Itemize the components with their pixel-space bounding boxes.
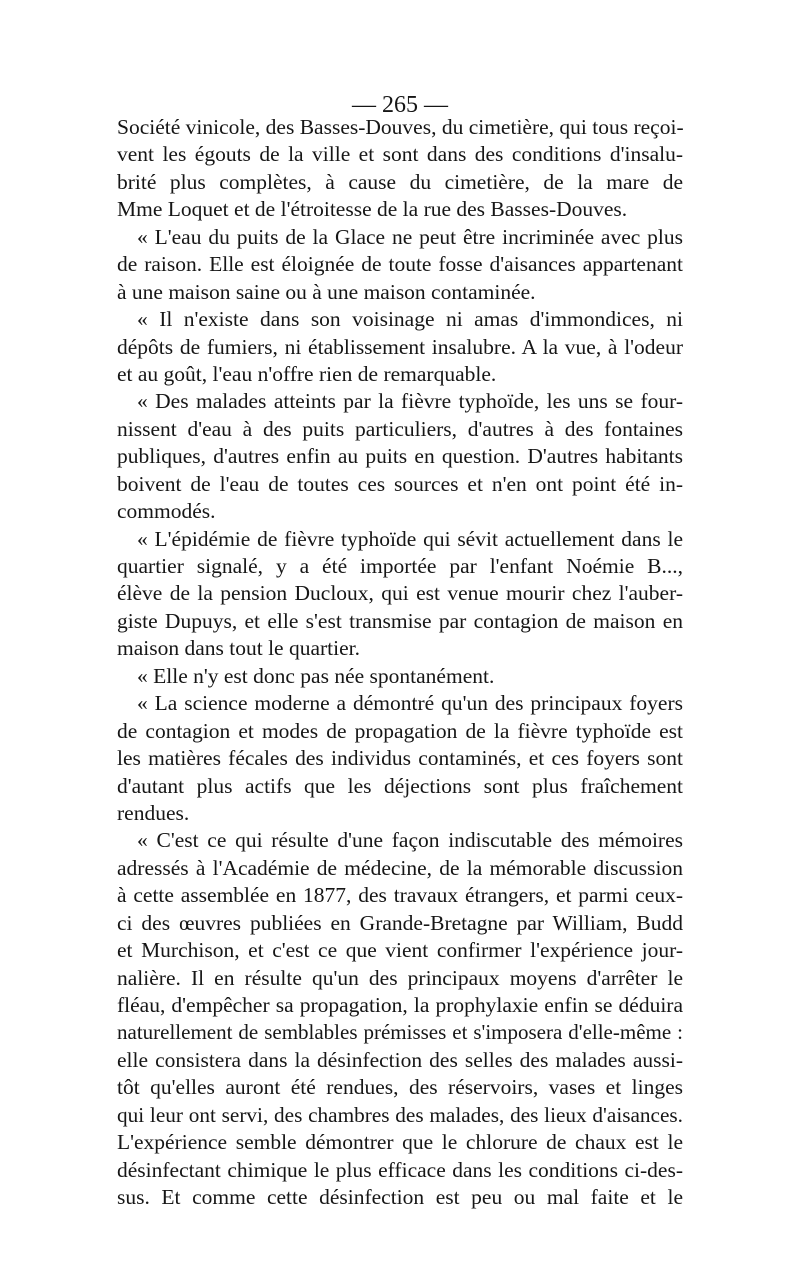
- text-line: L'expérience semble démontrer que le chlorure de chaux est le: [117, 1130, 683, 1155]
- text-line: dépôts de fumiers, ni établissement insalubre. A la vue, à l'odeur: [117, 334, 683, 359]
- text-line: « Elle n'y est donc pas née spontanément.: [137, 663, 495, 688]
- text-line: les matières fécales des individus contaminés, et ces foyers sont: [117, 746, 683, 771]
- text-line: qui leur ont servi, des chambres des malades, des lieux d'aisances.: [117, 1102, 683, 1127]
- text-line: adressés à l'Académie de médecine, de la mémorable discussion: [117, 855, 683, 880]
- text-line: d'autant plus actifs que les déjections sont plus fraîchement: [117, 773, 683, 798]
- text-line: Mme Loquet et de l'étroitesse de la rue des Basses-Douves.: [117, 197, 628, 222]
- page-number: — 265 —: [352, 92, 448, 118]
- text-line: sus. Et comme cette désinfection est peu ou mal faite et le: [117, 1185, 683, 1210]
- text-line: « L'eau du puits de la Glace ne peut être incriminée avec plus: [137, 224, 683, 249]
- text-line: maison dans tout le quartier.: [117, 636, 361, 661]
- text-line: commodés.: [117, 499, 216, 524]
- text-line: à une maison saine ou à une maison contaminée.: [117, 279, 536, 304]
- text-line: désinfectant chimique le plus efficace dans les conditions ci-des-: [117, 1157, 683, 1182]
- text-line: elle consistera dans la désinfection des selles des malades aussi-: [117, 1047, 683, 1072]
- text-line: publiques, d'autres enfin au puits en question. D'autres habitants: [117, 444, 683, 469]
- text-line: et au goût, l'eau n'offre rien de remarquable.: [117, 361, 497, 386]
- body-text: [117, 114, 683, 1212]
- text-line: giste Dupuys, et elle s'est transmise par contagion de maison en: [117, 608, 683, 633]
- text-line: fléau, d'empêcher sa propagation, la prophylaxie enfin se déduira: [117, 993, 683, 1017]
- text-line: naturellement de semblables prémisses et s'imposera d'elle-même :: [117, 1020, 683, 1045]
- text-line: à cette assemblée en 1877, des travaux étrangers, et parmi ceux-: [117, 883, 683, 908]
- text-line: brité plus complètes, à cause du cimetière, de la mare de: [117, 169, 683, 194]
- text-line: nalière. Il en résulte qu'un des principaux moyens d'arrêter le: [117, 965, 683, 990]
- text-line: nissent d'eau à des puits particuliers, d'autres à des fontaines: [117, 416, 683, 441]
- text-line: tôt qu'elles auront été rendues, des réservoirs, vases et linges: [117, 1075, 683, 1100]
- text-line: Société vinicole, des Basses-Douves, du cimetière, qui tous reçoi-: [117, 115, 684, 139]
- text-line: élève de la pension Ducloux, qui est venue mourir chez l'auber-: [117, 581, 683, 606]
- text-line: « La science moderne a démontré qu'un des principaux foyers: [137, 691, 683, 716]
- text-line: rendues.: [117, 800, 190, 825]
- text-line: « Des malades atteints par la fièvre typhoïde, les uns se four-: [137, 389, 683, 414]
- text-line: « L'épidémie de fièvre typhoïde qui sévit actuellement dans le: [137, 526, 683, 551]
- text-line: ci des œuvres publiées en Grande-Bretagne par William, Budd: [117, 910, 683, 935]
- text-line: quartier signalé, y a été importée par l'enfant Noémie B...,: [117, 554, 683, 578]
- text-line: vent les égouts de la ville et sont dans des conditions d'insalu-: [117, 142, 683, 167]
- text-line: et Murchison, et c'est ce que vient confirmer l'expérience jour-: [117, 938, 683, 963]
- text-line: de contagion et modes de propagation de la fièvre typhoïde est: [117, 718, 683, 743]
- text-line: « Il n'existe dans son voisinage ni amas d'immondices, ni: [137, 307, 683, 332]
- text-line: de raison. Elle est éloignée de toute fosse d'aisances appartenant: [117, 252, 683, 277]
- text-line: boivent de l'eau de toutes ces sources et n'en ont point été in-: [117, 471, 683, 496]
- text-line: « C'est ce qui résulte d'une façon indiscutable des mémoires: [137, 828, 683, 853]
